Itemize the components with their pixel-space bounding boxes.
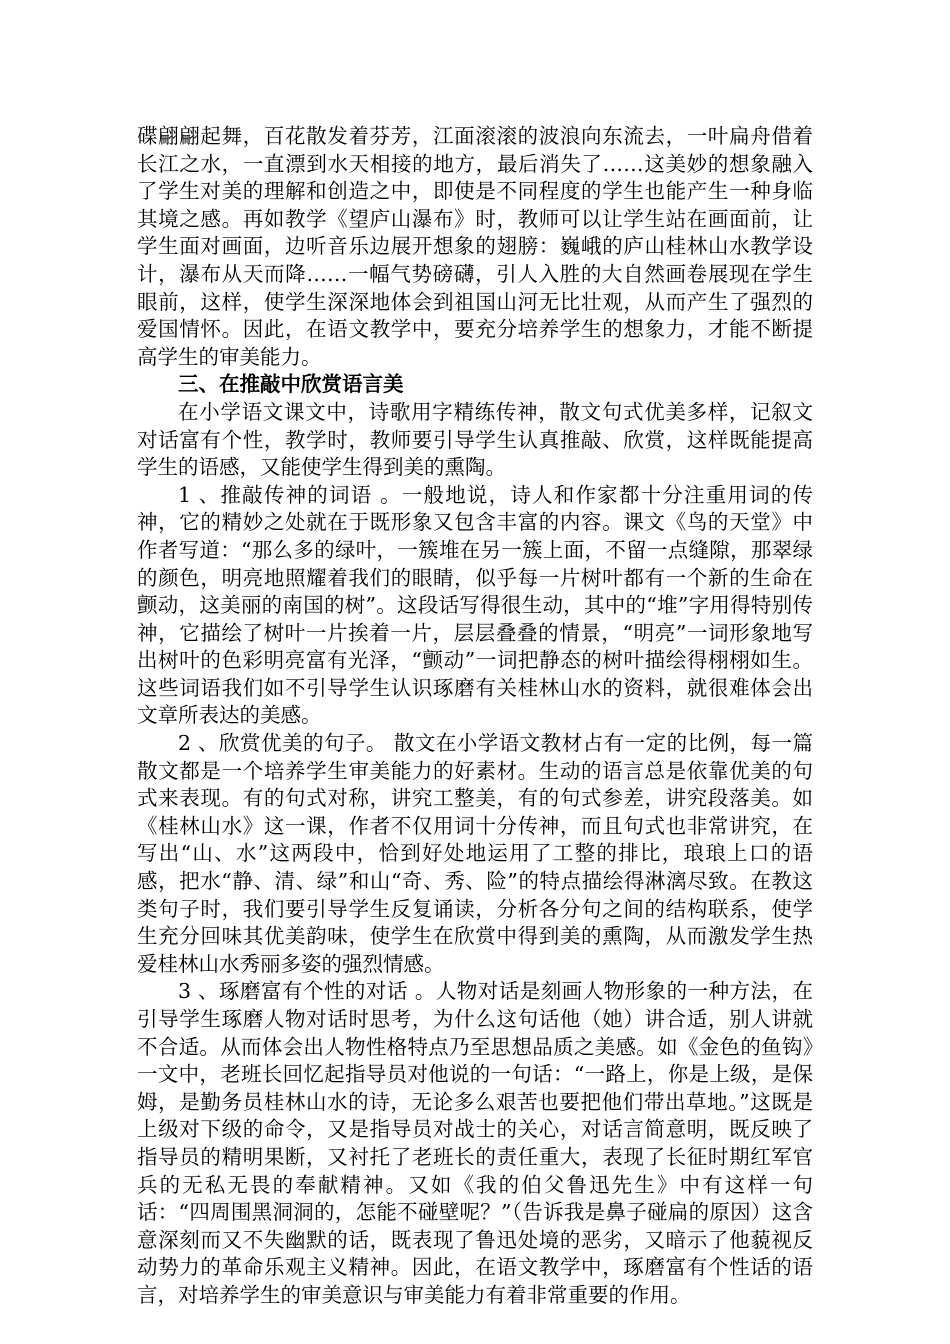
paragraph-point-3-dialogue: 3 、琢磨富有个性的对话 。人物对话是刻画人物形象的一种方法，在引导学生琢磨人物对话时思考，为什么这句话他（她）讲合适，别人讲就不合适。从而体会出人物性格特点乃至思想品质之美感。如《金色的鱼钩》一文中，老班长回忆起指导员对他说的一句话：“一路上，你是上级，是保姆，是勤务员桂林山水的诗，无论多么艰苦也要把他们带出草地。”这既是上级对下级的命令，又是指导员对战士的关心，对话言简意明，既反映了指导员的精明果断，又衬托了老班长的责任重大，表现了长征时期红军官兵的无私无畏的奉献精神。又如《我的伯父鲁迅先生》中有这样一句话：“四周围黑洞洞的，怎能不碰壁呢？”（告诉我是鼻子碰扁的原因）这含意深刻而又不失幽默的话，既表现了鲁迅处境的恶劣，又暗示了他藐视反动势力的革命乐观主义精神。因此，在语文教学中，琢磨富有个性话的语言，对培养学生的审美意识与审美能力有着非常重要的作用。	[137, 979, 813, 1307]
paragraph-point-1-words: 1 、推敲传神的词语 。一般地说，诗人和作家都十分注重用词的传神，它的精妙之处就在于既形象又包含丰富的内容。课文《鸟的天堂》中作者写道：“那么多的绿叶，一簇堆在另一簇上面，不留一点缝隙，那翠绿的颜色，明亮地照耀着我们的眼睛，似乎每一片树叶都有一个新的生命在颤动，这美丽的南国的树”。这段话写得很生动，其中的“堆”字用得特别传神，它描绘了树叶一片挨着一片，层层叠叠的情景，“明亮”一词形象地写出树叶的色彩明亮富有光泽，“颤动”一词把静态的树叶描绘得栩栩如生。这些词语我们如不引导学生认识琢磨有关桂林山水的资料，就很难体会出文章所表达的美感。	[137, 482, 813, 728]
document-body	[137, 123, 813, 1310]
paragraph-point-2-sentences: 2 、欣赏优美的句子。 散文在小学语文教材占有一定的比例，每一篇散文都是一个培养学生审美能力的好素材。生动的语言总是依靠优美的句式来表现。有的句式对称，讲究工整美，有的句式参差，讲究段落美。如《桂林山水》这一课，作者不仅用词十分传神，而且句式也非常讲究，在写出“山、水”这两段中，恰到好处地运用了工整的排比，琅琅上口的语感，把水“静、清、绿”和山“奇、秀、险”的特点描绘得淋漓尽致。在教这类句子时，我们要引导学生反复诵读，分析各分句之间的结构联系，使学生充分回味其优美韵味，使学生在欣赏中得到美的熏陶，从而激发学生热爱桂林山水秀丽多姿的强烈情感。	[137, 731, 813, 976]
paragraph-imagination-continued: 碟翩翩起舞，百花散发着芬芳，江面滚滚的波浪向东流去，一叶扁舟借着长江之水，一直漂到水天相接的地方，最后消失了……这美妙的想象融入了学生对美的理解和创造之中，即使是不同程度的学生也能产生一种身临其境之感。再如教学《望庐山瀑布》时，教师可以让学生站在画面前，让学生面对画面，边听音乐边展开想象的翅膀：巍峨的庐山桂林山水教学设计，瀑布从天而降……一幅气势磅礴，引人入胜的大自然画卷展现在学生眼前，这样，使学生深深地体会到祖国山河无比壮观，从而产生了强烈的爱国情怀。因此，在语文教学中，要充分培养学生的想象力，才能不断提高学生的审美能力。	[137, 124, 813, 369]
section-heading-3: 三、在推敲中欣赏语言美	[178, 372, 404, 397]
paragraph-intro-language-beauty: 在小学语文课文中，诗歌用字精练传神，散文句式优美多样，记叙文对话富有个性，教学时，教师要引导学生认真推敲、欣赏，这样既能提高学生的语感，又能使学生得到美的熏陶。	[137, 399, 813, 480]
